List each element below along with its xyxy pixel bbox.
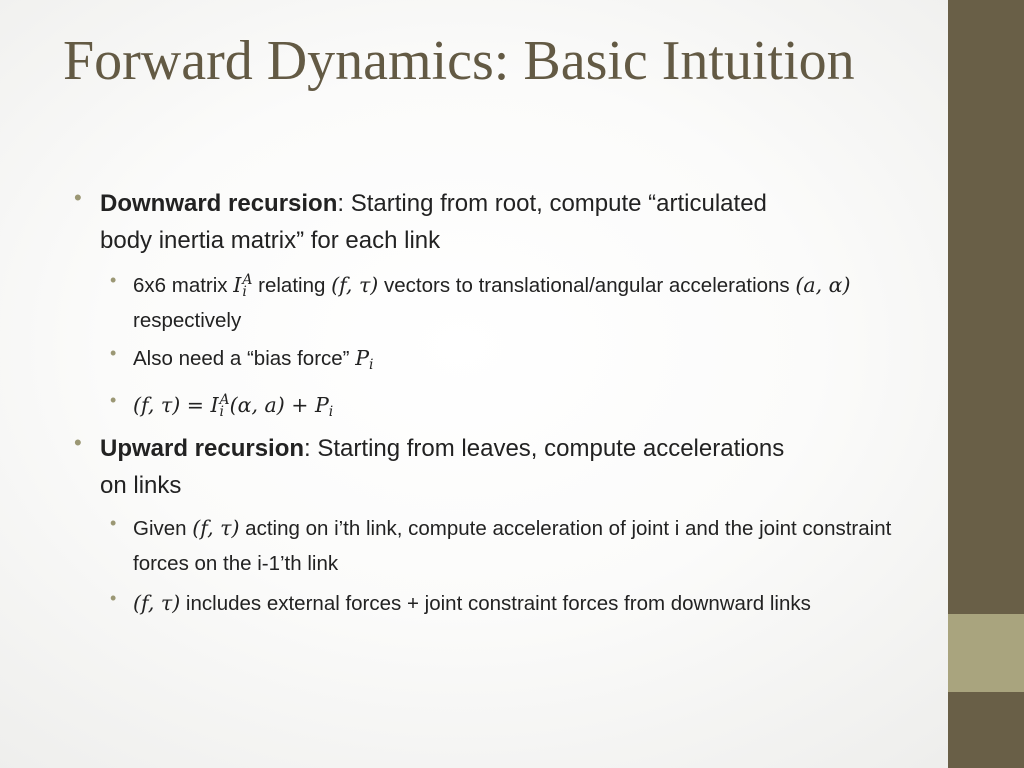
math-rhs: (α, a) + bbox=[229, 393, 315, 417]
slide-title: Forward Dynamics: Basic Intuition bbox=[63, 30, 855, 92]
bullet-dot-icon: • bbox=[74, 185, 82, 210]
math-main: I bbox=[210, 393, 219, 417]
sub-bullet-text: acting on i’th link, compute acceleration of joint i and the joint constraint forces on the i-1’th link bbox=[133, 517, 892, 575]
bullet-dot-icon: • bbox=[74, 430, 82, 455]
sub-bullet-inertia-matrix bbox=[133, 268, 913, 338]
sub-bullet-includes-forces bbox=[133, 586, 913, 621]
sub-bullet-text: relating bbox=[252, 274, 332, 297]
bullet-text: : Starting from root, compute “articulated body inertia matrix” for each link bbox=[100, 190, 767, 254]
bullet-downward-recursion bbox=[100, 185, 790, 259]
math-sub: i bbox=[219, 403, 225, 420]
math-sub: i bbox=[328, 404, 334, 421]
math-main: P bbox=[355, 346, 369, 370]
math-main: P bbox=[314, 393, 329, 417]
math-lhs: (f, τ) = bbox=[133, 393, 211, 417]
sub-bullet-text: Given bbox=[133, 517, 193, 540]
math-bias-force bbox=[355, 346, 374, 374]
bullet-text: : Starting from leaves, compute accelerations on links bbox=[100, 435, 785, 499]
math-sup: A bbox=[219, 391, 230, 408]
bullet-bold-label: Upward recursion bbox=[100, 435, 305, 462]
sub-bullet-text: includes external forces + joint constraint forces from downward links bbox=[180, 592, 811, 615]
math-force-torque: (f, τ) bbox=[133, 591, 181, 615]
math-main: I bbox=[233, 273, 242, 297]
math-inertia-symbol bbox=[233, 271, 253, 300]
sub-bullet-given-forces bbox=[133, 511, 913, 581]
math-force-torque: (f, τ) bbox=[192, 516, 240, 540]
bullet-upward-recursion bbox=[100, 430, 790, 504]
math-sup: A bbox=[242, 271, 253, 288]
sub-bullet-dot-icon: • bbox=[110, 513, 117, 533]
side-stripe-accent bbox=[948, 614, 1024, 692]
sub-bullet-text: respectively bbox=[133, 309, 242, 332]
math-force-torque: (f, τ) bbox=[331, 273, 379, 297]
sub-bullet-equation bbox=[133, 388, 913, 426]
sub-bullet-dot-icon: • bbox=[110, 588, 117, 608]
math-sub: i bbox=[242, 283, 247, 300]
sub-bullet-text: 6x6 matrix bbox=[133, 274, 234, 297]
sub-bullet-dot-icon: • bbox=[110, 343, 117, 363]
sub-bullet-dot-icon: • bbox=[110, 390, 117, 410]
math-sub: i bbox=[369, 357, 374, 374]
bullet-bold-label: Downward recursion bbox=[100, 190, 338, 217]
sub-bullet-text: Also need a “bias force” bbox=[133, 347, 356, 370]
math-accelerations: (a, α) bbox=[795, 273, 851, 297]
sub-bullet-bias-force bbox=[133, 341, 913, 379]
sub-bullet-dot-icon: • bbox=[110, 270, 117, 290]
sub-bullet-text: vectors to translational/angular accelerations bbox=[378, 274, 796, 297]
math-equation bbox=[133, 391, 334, 421]
math-subsup bbox=[219, 391, 230, 420]
math-subsup bbox=[242, 271, 253, 300]
